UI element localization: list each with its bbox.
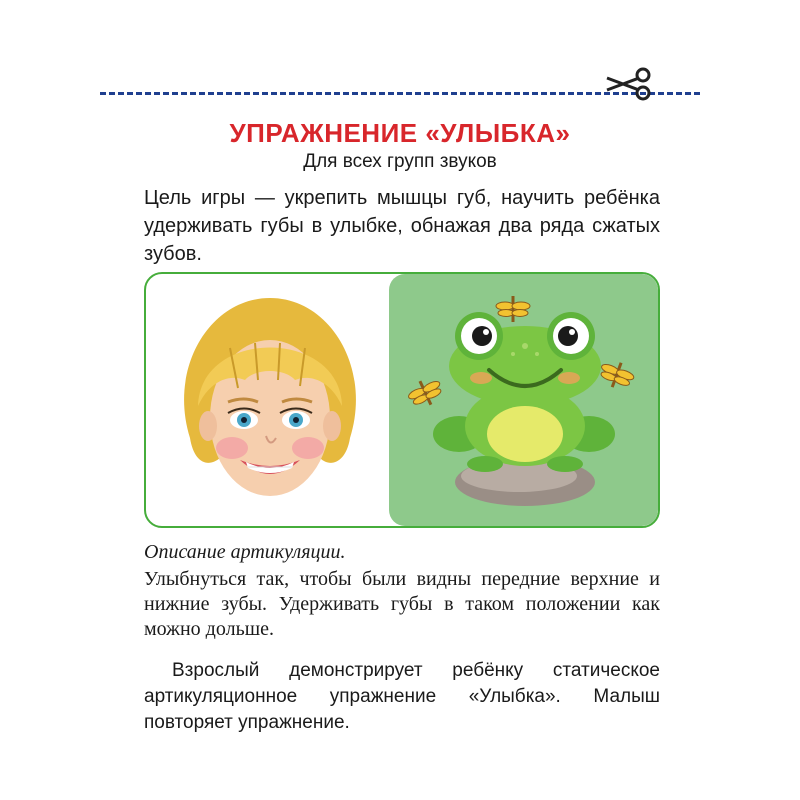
smiling-girl-image <box>160 288 380 514</box>
scissors-icon <box>603 64 653 104</box>
dragonfly-icon <box>405 374 447 412</box>
exercise-subtitle: Для всех групп звуков <box>303 151 497 172</box>
instruction-paragraph: Взрослый демонстрирует ребёнку статическое артикуляционное упражнение «Улыбка». Малыш повторяет упражнение. <box>144 660 660 733</box>
articulation-description: Улыбнуться так, чтобы были видны передние верхние и нижние зубы. Удерживать губы в таком положении как можно дольше. <box>144 568 660 640</box>
dragonfly-icon <box>496 296 530 322</box>
frog-panel <box>389 274 658 526</box>
dragonfly-icon <box>596 357 637 393</box>
exercise-title: УПРАЖНЕНИЕ «УЛЫБКА» <box>229 118 571 148</box>
smiling-frog-image <box>389 274 658 526</box>
goal-paragraph: Цель игры — укрепить мышцы губ, научить ребёнка удерживать губы в улыбке, обнажая два ряда сжатых зубов. <box>144 187 660 265</box>
illustration-frame <box>144 272 660 528</box>
articulation-label: Описание артикуляции. <box>144 541 346 563</box>
